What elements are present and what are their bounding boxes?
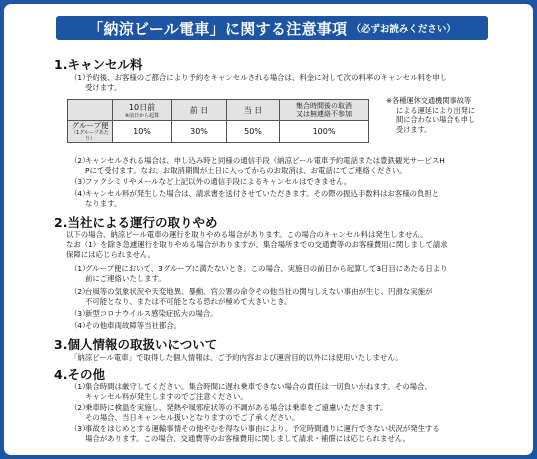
row-label-main: グループ便: [71, 121, 109, 130]
item-number: （2）: [70, 287, 90, 296]
note-line: 間に合わない場合も申し: [396, 115, 476, 125]
item-text: ファクシミリやメールなど上記以外の通信手段によるキャンセルはできません。: [85, 177, 352, 186]
page-title: 「納涼ビール電車」に関する注意事項: [88, 19, 348, 38]
table-cell: 50%: [227, 121, 280, 143]
header-label: 集合時間後の取消: [296, 102, 352, 110]
section-heading-cancellation-by-operator: 2.当社による運行の取りやめ: [54, 215, 218, 230]
note-line: ※各種運休交通機関事故等: [386, 96, 472, 105]
item-text: 事故をはじめとする運輸事情その他やむを得ない事由により、予定時間通りに運行できない状況が発生する: [85, 424, 440, 433]
item-text: 不可能となり、または不可能となる恐れが極めて大きいとき。: [85, 297, 292, 306]
table-header: [280, 100, 369, 121]
item-text: 受けます。: [85, 83, 122, 92]
item-text: キャンセルされる場合は、申し込み時と同様の通信手段（納涼ビール電車予約電話または豊鉄観光サービスH: [85, 156, 445, 165]
table-corner: [68, 100, 113, 121]
intro-line: 以下の場合、納涼ビール電車の運行を取りやめる場合があります。この場合のキャンセル料は発生しません。: [66, 230, 428, 239]
item-text: 集合時間は厳守してください。集合時間に遅れ乗車できない場合の責任は一切負いかねます。その場合、: [85, 382, 432, 391]
item-text: 台風等の気象状況や天変地異、暴動、官公署の命令その他当社の関与しえない事由が生じ、円滑な実施が: [85, 287, 433, 296]
header-sublabel: 又は無連絡不参加: [296, 110, 352, 118]
intro-line: なお（1）を除き急遽運行を取りやめる場合がありますが、集合場所までの交通費等のお客様費用に関しまして請求: [66, 240, 448, 249]
table-header: [172, 100, 227, 121]
item-number: （4）: [70, 321, 90, 330]
item-number: （3）: [70, 424, 90, 433]
header-label: 当 日: [243, 105, 263, 115]
section-heading-other: 4.その他: [54, 367, 105, 382]
note-line: 受けます。: [396, 124, 432, 134]
privacy-text: 「納涼ビール電車」で取得した個人情報は、ご予約内容および運営目的以外には使用いたしません。: [70, 353, 403, 362]
header-label: 前 日: [189, 105, 209, 115]
table-cell: 10%: [113, 121, 172, 143]
intro-line: 保障には応じられません。: [66, 250, 156, 259]
notice-panel: [4, 4, 533, 455]
table-row: [68, 121, 369, 143]
item-number: （1）: [70, 73, 90, 82]
section-heading-cancellation: 1.キャンセル料: [54, 57, 143, 72]
item-number: （2）: [70, 156, 90, 165]
item-number: （1）: [70, 382, 90, 391]
row-label-sub: （1グループあたり）: [71, 130, 109, 142]
item-number: （4）: [70, 189, 90, 198]
table-cell: 30%: [172, 121, 227, 143]
item-text: 前にご連絡いたします。: [85, 274, 166, 283]
section-intro: [66, 230, 448, 260]
item-text: グループ便において、3グループに満たないとき。この場合、実施日の前日から起算して3日目にあたる日より: [85, 264, 448, 273]
table-header: [227, 100, 280, 121]
page-subtitle: （必ずお読みください）: [351, 24, 456, 35]
item-text: その他車両故障等当社都合。: [85, 321, 182, 330]
note-line: による運延により出発に: [396, 105, 476, 115]
table-cell: 100%: [280, 121, 369, 143]
header-label: 10日前: [128, 102, 156, 112]
title-banner: [56, 16, 488, 40]
item-text: 予約後、お客様のご都合により予約をキャンセルされる場合は、料金に対して次の料率のキャンセル料を申し: [85, 73, 448, 82]
item-number: （3）: [70, 309, 90, 318]
item-text: キャンセル料が発生した場合は、請求書を送付させていただきます。その際の振込手数料はお客様の負担と: [85, 189, 440, 198]
item-text: 乗車時に検温を実施し、発熱や風邪症状等の不調がある場合は乗車をご遠慮いただきます。: [85, 403, 388, 412]
table-header: [113, 100, 172, 121]
item-text: 場合があります。この場合、交通費等のお客様費用に関しまして請求・補償には応じられません。: [85, 434, 411, 443]
header-sublabel: ※前日から起算: [124, 112, 160, 119]
item-text: キャンセル料が発生しますのでご注意ください。: [85, 392, 248, 401]
item-number: （1）: [70, 264, 90, 273]
item-text: なります。: [85, 199, 122, 208]
item-text: Pにて受付ます。なお、お取消期間が土日に入ってからのお取消は、お電話にてご連絡ください。: [85, 166, 407, 175]
item-text: 新型コロナウイルス感染症拡大の場合。: [85, 309, 218, 318]
table-note: [386, 96, 475, 134]
cancellation-fee-table: [67, 99, 369, 143]
row-label: [68, 121, 113, 143]
section-heading-privacy: 3.個人情報の取扱いについて: [54, 337, 218, 352]
item-number: （3）: [70, 177, 90, 186]
item-text: その場合、当日キャンセル扱いとなりますのでご了承ください。: [85, 413, 300, 422]
item-number: （2）: [70, 403, 90, 412]
